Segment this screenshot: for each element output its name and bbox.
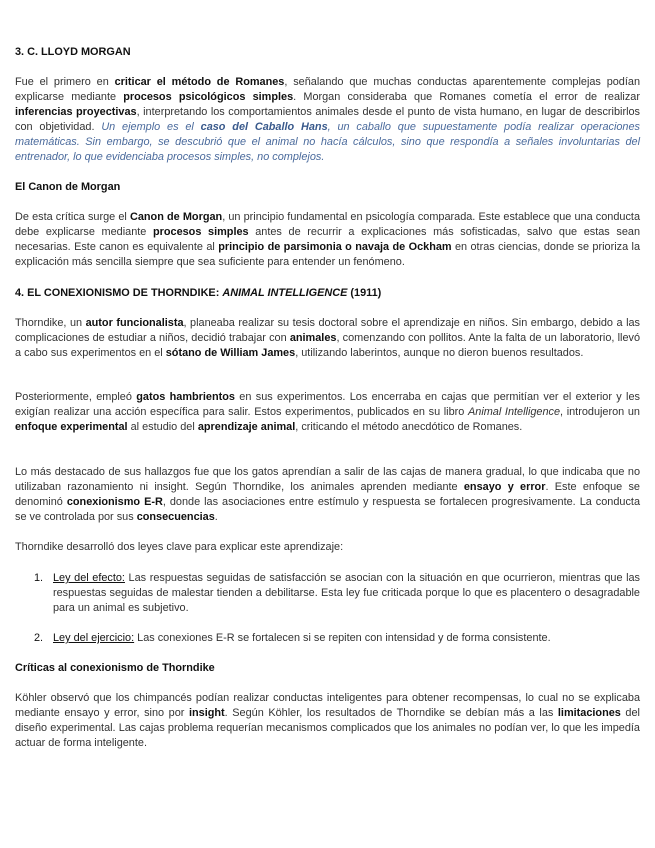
laws-list — [15, 571, 640, 616]
law-exercise-item: 2. Ley del ejercicio: Las conexiones E-R se fortalecen si se repiten con intensidad y de forma consistente. — [34, 632, 551, 644]
paragraph-thorndike-intro: Thorndike, un autor funcionalista, planeaba realizar su tesis doctoral sobre el aprendizaje en niños. Sin embargo, debido a las complicaciones de estudiar a niños, decidió trabajar con animales, comenzando con pollitos. Ante la falta de un laboratorio, llevó a cabo sus experimentos en el sótano de William James, utilizando laberintos, aunque no dieron buenos resultados. — [15, 317, 640, 359]
paragraph-kohler: Köhler observó que los chimpancés podían realizar conductas inteligentes para obtener recompensas, lo cual no se explicaba mediante ensayo y error, sino por insight. Según Köhler, los resultados de Thorndike se debían más a las limitaciones del diseño experimental. Las cajas problema requerían mecanismos complicados que los animales no podían ver, lo que les impedía actuar de forma inteligente. — [15, 692, 640, 749]
paragraph-findings: Lo más destacado de sus hallazgos fue que los gatos aprendían a salir de las cajas de manera gradual, lo que indicaba que no utilizaban razonamiento ni insight. Según Thorndike, los animales aprenden mediante ensayo y error. Este enfoque se denominó conexionismo E-R, donde las asociaciones entre estímulo y respuesta se fortalecen progresivamente. La conducta se ve controlada por sus consecuencias. — [15, 466, 641, 523]
section-heading-thorndike: 4. EL CONEXIONISMO DE THORNDIKE: ANIMAL INTELLIGENCE (1911) — [15, 287, 382, 299]
law-effect-item: 1. Ley del efecto: Las respuestas seguidas de satisfacción se asocian con la situación en que ocurrieron, mientras que las respuestas seguidas de malestar tienden a debilitarse. Esta ley fue criticada porque lo que es placentero o desagradable para un animal es subjetivo. — [34, 572, 641, 614]
paragraph-morgan-critique: Fue el primero en criticar el método de Romanes, señalando que muchas conductas aparentemente complejas podían explicarse mediante procesos psicológicos simples. Morgan consideraba que Romanes cometía el error de realizar inferencias proyectivas, interpretando los comportamientos animales desde el punto de vista humano, en lugar de describirlos con objetividad. Un ejemplo es el caso del Caballo Hans, un caballo que supuestamente podía realizar operaciones matemáticas. Sin embargo, se descubrió que el animal no hacía cálculos, sino que respondía a señales involuntarias del entrenador, lo que evidenciaba procesos simples, no complejos. — [15, 76, 641, 163]
subheading-canon-morgan: El Canon de Morgan — [15, 181, 121, 193]
section-heading-lloyd-morgan: 3. C. LLOYD MORGAN — [15, 46, 131, 58]
paragraph-canon: De esta crítica surge el Canon de Morgan, un principio fundamental en psicología comparada. Este establece que una conducta debe explicarse mediante procesos simples antes de recurrir a explicaciones más sofisticadas, salvo que estas sean necesarias. Este canon es equivalente al principio de parsimonia o navaja de Ockham en otras ciencias, donde se prioriza la explicación más sencilla siempre que sea suficiente para entender un fenómeno. — [15, 211, 640, 268]
law-exercise-name: Ley del ejercicio: — [53, 632, 135, 644]
paragraph-laws-intro: Thorndike desarrolló dos leyes clave para explicar este aprendizaje: — [15, 541, 344, 553]
laws-list-2 — [15, 631, 640, 646]
subheading-criticas: Críticas al conexionismo de Thorndike — [15, 662, 215, 674]
paragraph-cats-experiment: Posteriormente, empleó gatos hambrientos en sus experimentos. Los encerraba en cajas que permitían ver el exterior y les exigían realizar una acción específica para salir. Estos experimentos, publicados en su libro Animal Intelligence, introdujeron un enfoque experimental al estudio del aprendizaje animal, criticando el método anecdótico de Romanes. — [15, 391, 640, 433]
law-effect-name: Ley del efecto: — [53, 572, 125, 584]
example-hans-text: Un ejemplo es el caso del Caballo Hans, un caballo que supuestamente podía realizar operaciones matemáticas. Sin embargo, se descubrió que el animal no hacía cálculos, sino que respondía a señales involuntarias del entrenador, lo que evidenciaba procesos simples, no complejos. — [15, 121, 640, 163]
